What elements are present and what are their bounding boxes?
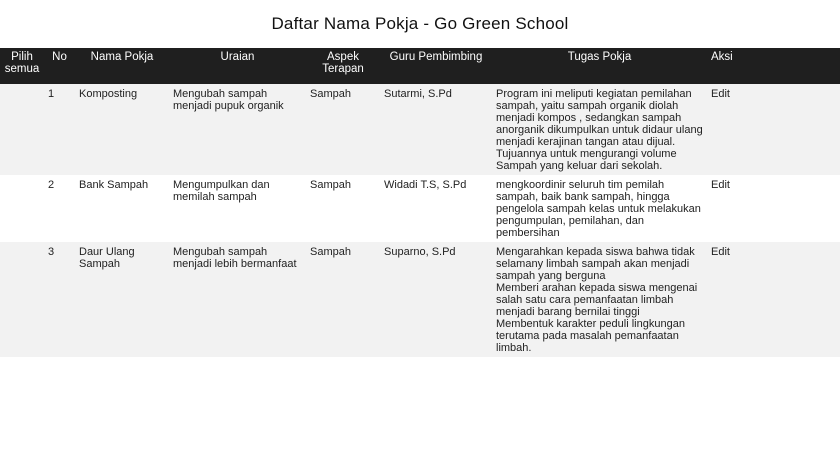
row-uraian: Mengubah sampah menjadi lebih bermanfaat xyxy=(169,242,306,357)
row-tugas-pokja: Program ini meliputi kegiatan pemilahan sampah, yaitu sampah organik diolah menjadi kompos , sedangkan sampah anorganik dikumpulkan untuk didaur ulang menjadi kerajinan tangan atau dijual. Tujuannya untuk mengurangi volume Sampah yang keluar dari sekolah. xyxy=(492,84,707,175)
row-uraian: Mengubah sampah menjadi pupuk organik xyxy=(169,84,306,175)
row-uraian: Mengumpulkan dan memilah sampah xyxy=(169,175,306,242)
row-aspek-terapan: Sampah xyxy=(306,242,380,357)
row-no: 1 xyxy=(44,84,75,175)
edit-link[interactable]: Edit xyxy=(707,175,840,242)
table-row xyxy=(0,84,840,175)
no-header: No xyxy=(44,48,75,84)
tugas-pokja-header: Tugas Pokja xyxy=(492,48,707,84)
row-tugas-pokja: mengkoordinir seluruh tim pemilah sampah, baik bank sampah, hingga pengelola sampah kelas untuk melakukan pengumpulan, pemilahan, dan pembersihan xyxy=(492,175,707,242)
row-tugas-pokja: Mengarahkan kepada siswa bahwa tidak selamany limbah sampah akan menjadi sampah yang berguna Memberi arahan kepada siswa mengenai salah satu cara pemanfaatan limbah menjadi barang bernilai tinggi Membentuk karakter peduli lingkungan terutama pada masalah pemanfaatan limbah. xyxy=(492,242,707,357)
table-row xyxy=(0,242,840,357)
row-select-cell[interactable] xyxy=(0,242,44,357)
row-no: 3 xyxy=(44,242,75,357)
row-nama-pokja: Daur Ulang Sampah xyxy=(75,242,169,357)
table-header-row xyxy=(0,48,840,84)
select-all-header[interactable]: Pilih semua xyxy=(0,48,44,84)
table-row xyxy=(0,175,840,242)
row-no: 2 xyxy=(44,175,75,242)
row-nama-pokja: Bank Sampah xyxy=(75,175,169,242)
edit-link[interactable]: Edit xyxy=(707,84,840,175)
row-aspek-terapan: Sampah xyxy=(306,84,380,175)
guru-pembimbing-header: Guru Pembimbing xyxy=(380,48,492,84)
nama-pokja-header: Nama Pokja xyxy=(75,48,169,84)
aspek-terapan-header: Aspek Terapan xyxy=(306,48,380,84)
row-guru-pembimbing: Suparno, S.Pd xyxy=(380,242,492,357)
row-nama-pokja: Komposting xyxy=(75,84,169,175)
uraian-header: Uraian xyxy=(169,48,306,84)
aksi-header: Aksi xyxy=(707,48,840,84)
page-title: Daftar Nama Pokja - Go Green School xyxy=(271,14,569,33)
row-select-cell[interactable] xyxy=(0,84,44,175)
row-guru-pembimbing: Sutarmi, S.Pd xyxy=(380,84,492,175)
edit-link[interactable]: Edit xyxy=(707,242,840,357)
row-select-cell[interactable] xyxy=(0,175,44,242)
row-aspek-terapan: Sampah xyxy=(306,175,380,242)
row-guru-pembimbing: Widadi T.S, S.Pd xyxy=(380,175,492,242)
pokja-table xyxy=(0,48,840,357)
